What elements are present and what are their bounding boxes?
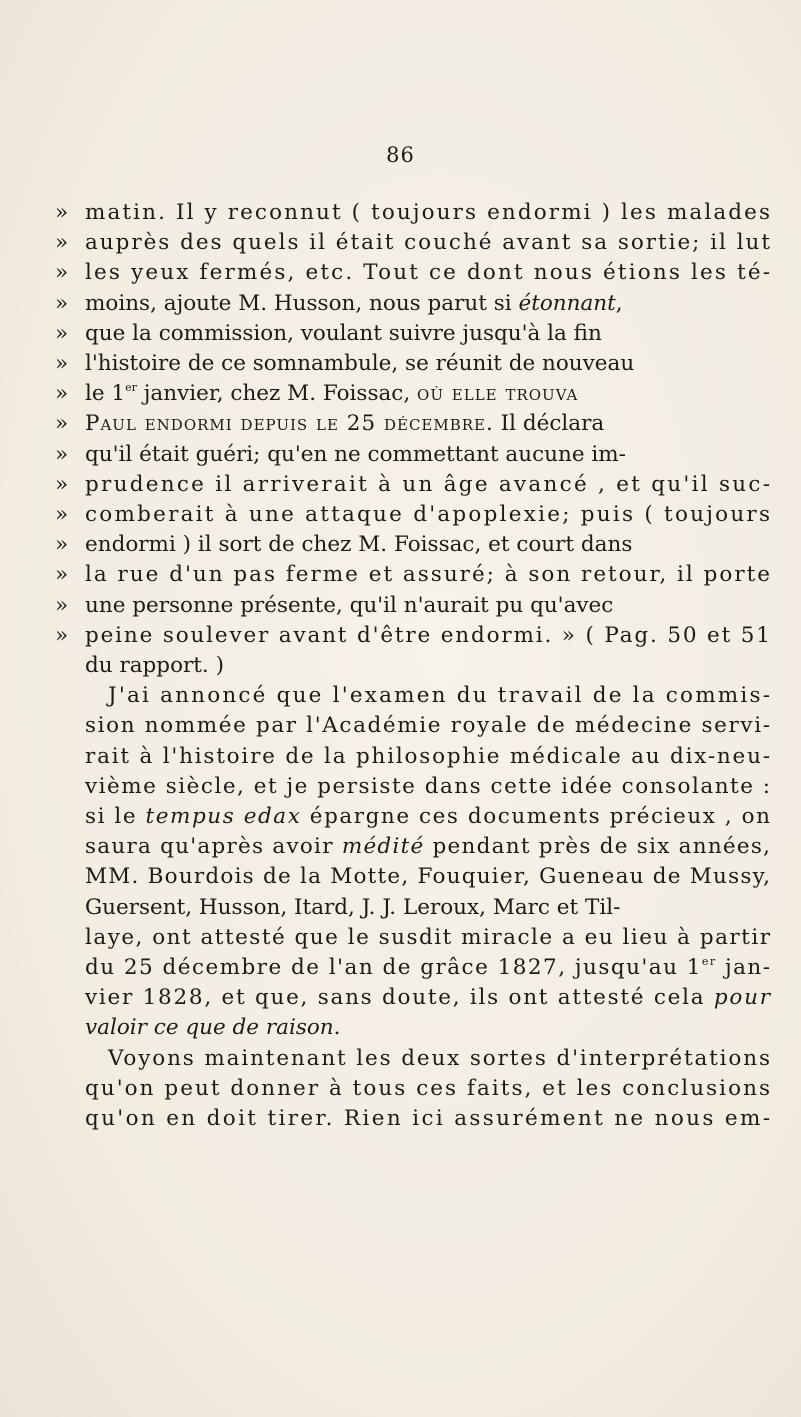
line-text: sion nommée par l'Académie royale de médecine servi- — [85, 713, 772, 739]
line-text: du 25 décembre de l'an de grâce 1827, jusqu'au 1 — [85, 955, 702, 980]
quote-mark: » — [55, 351, 69, 376]
text-line — [85, 530, 632, 560]
text-line — [85, 862, 771, 892]
quote-mark: » — [55, 592, 69, 618]
italic-text: tempus edax — [145, 804, 302, 829]
line-text: qu'il était guéri; qu'en ne commettant aucune im- — [85, 441, 626, 467]
line-text: , — [615, 290, 623, 316]
text-line — [85, 591, 613, 621]
line-text: qu'on en doit tirer. Rien ici assurément ne nous em- — [85, 1106, 773, 1131]
line-text: J'ai annoncé que l'examen du travail de la commis- — [108, 683, 773, 709]
line-text: saura qu'après avoir — [85, 834, 342, 860]
quote-mark: » — [55, 320, 69, 346]
text-line — [85, 349, 634, 379]
superscript: er — [701, 955, 717, 968]
text-line — [85, 893, 620, 923]
text-line — [85, 802, 772, 832]
text-line — [85, 742, 772, 772]
quote-mark: » — [55, 441, 69, 467]
text-line — [85, 772, 772, 802]
line-text: peine soulever avant d'être endormi. » ( Pag. 50 et 51 — [85, 622, 772, 648]
quote-mark: » — [55, 562, 69, 588]
text-line — [85, 923, 771, 953]
line-text: laye, ont attesté que le susdit miracle a eu lieu à partir — [85, 924, 772, 950]
quote-mark: » — [55, 532, 69, 558]
line-text: la rue d'un pas ferme et assuré; à son retour, il porte — [85, 562, 772, 588]
text-line — [85, 409, 604, 439]
italic-text: médité — [341, 834, 425, 860]
line-text: rait à l'histoire de la philosophie médicale au dix-neu- — [85, 743, 772, 769]
line-text: une personne présente, qu'il n'aurait pu qu'avec — [85, 592, 614, 618]
text-line — [85, 440, 626, 470]
quote-mark: » — [55, 230, 69, 256]
text-line — [108, 1044, 772, 1074]
text-line — [85, 1013, 341, 1043]
superscript: er — [125, 381, 137, 395]
text-line — [85, 470, 772, 500]
line-text: l'histoire de ce somnambule, se réunit de nouveau — [85, 351, 635, 376]
text-line — [85, 953, 771, 983]
line-text: Voyons maintenant les deux sortes d'interprétations — [108, 1045, 772, 1071]
line-text: les yeux fermés, etc. Tout ce dont nous étions les té- — [85, 260, 773, 286]
italic-text: pour — [713, 985, 772, 1011]
line-text: Il déclara — [493, 411, 605, 437]
text-line — [85, 621, 772, 651]
italic-text: étonnant — [518, 290, 616, 316]
text-line — [85, 500, 772, 530]
quote-mark: » — [55, 622, 69, 648]
line-text: . — [333, 1015, 341, 1041]
quote-mark: » — [55, 471, 69, 497]
text-line — [85, 228, 772, 258]
quote-mark: » — [55, 260, 69, 286]
line-text: janvier, chez M. Foissac, — [136, 381, 418, 407]
text-line — [85, 258, 772, 288]
text-line — [85, 379, 578, 409]
line-text: Guersent, Husson, Itard, J. J. Leroux, Marc et Til- — [85, 894, 621, 920]
line-text: que la commission, voulant suivre jusqu'à la fin — [85, 320, 602, 346]
line-text: prudence il arriverait à un âge avancé , et qu'il suc- — [85, 471, 773, 497]
quote-mark: » — [55, 411, 69, 437]
quote-mark: » — [55, 502, 69, 527]
line-text: si le — [85, 804, 146, 829]
small-caps-text: où elle trouva — [417, 381, 579, 407]
line-text: auprès des quels il était couché avant sa sortie; il lut — [85, 230, 772, 256]
small-caps-text: Paul endormi depuis le 25 décembre. — [85, 411, 494, 437]
line-text: endormi ) il sort de chez M. Foissac, et court dans — [85, 532, 633, 558]
line-text: épargne ces documents précieux , on — [301, 804, 772, 829]
text-line — [85, 560, 772, 590]
text-line — [85, 832, 771, 862]
line-text: comberait à une attaque d'apoplexie; puis ( toujours — [85, 502, 773, 527]
line-text: le 1 — [85, 381, 126, 407]
line-text: vier 1828, et que, sans doute, ils ont attesté cela — [85, 985, 714, 1011]
quote-mark: » — [55, 381, 69, 407]
text-line — [85, 711, 772, 741]
line-text: moins, ajoute M. Husson, nous parut si — [85, 290, 519, 316]
text-line — [85, 319, 602, 349]
text-line — [85, 198, 772, 228]
line-text: pendant près de six années, — [424, 834, 772, 860]
italic-text: valoir ce que de raison — [85, 1015, 334, 1041]
line-text: matin. Il y reconnut ( toujours endormi ) les malades — [85, 200, 773, 225]
text-line — [85, 289, 623, 319]
line-text: jan- — [716, 955, 772, 980]
text-line — [85, 651, 224, 681]
line-text: MM. Bourdois de la Motte, Fouquier, Gueneau de Mussy, — [85, 864, 772, 890]
line-text: vième siècle, et je persiste dans cette idée consolante : — [85, 773, 772, 799]
quote-mark: » — [55, 290, 69, 316]
quote-mark: » — [55, 200, 69, 225]
text-line — [85, 1074, 772, 1104]
page-number: 86 — [386, 143, 415, 167]
line-text: du rapport. ) — [85, 653, 224, 678]
text-line — [85, 983, 772, 1013]
text-line — [108, 681, 772, 711]
line-text: qu'on peut donner à tous ces faits, et les conclusions — [85, 1075, 773, 1101]
text-line — [85, 1104, 772, 1134]
